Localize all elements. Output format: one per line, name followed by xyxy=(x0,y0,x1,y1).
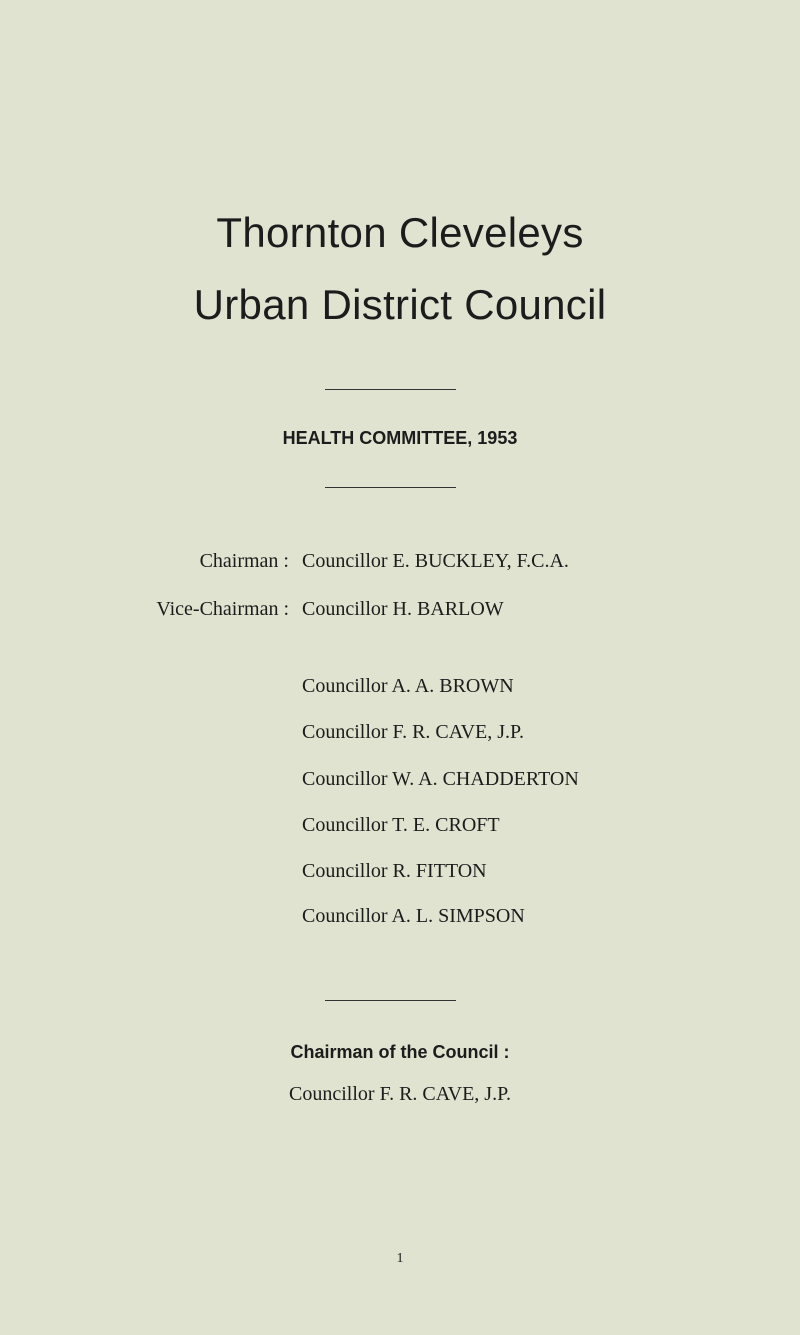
member-list-item: Councillor A. A. BROWN xyxy=(302,675,514,697)
council-chairman-heading: Chairman of the Council : xyxy=(290,1042,510,1062)
member-list-item: Councillor T. E. CROFT xyxy=(302,814,500,836)
chairman-name: Councillor E. BUCKLEY, F.C.A. xyxy=(302,550,569,572)
divider-rule xyxy=(325,389,456,390)
member-list-item: Councillor A. L. SIMPSON xyxy=(302,905,525,927)
page-number: 1 xyxy=(396,1251,404,1266)
member-list-item: Councillor W. A. CHADDERTON xyxy=(302,768,579,790)
vice-chairman-name: Councillor H. BARLOW xyxy=(302,598,504,620)
divider-rule xyxy=(325,1000,456,1001)
member-list-item: Councillor R. FITTON xyxy=(302,860,487,882)
member-list-item: Councillor F. R. CAVE, J.P. xyxy=(302,721,524,743)
committee-heading: HEALTH COMMITTEE, 1953 xyxy=(282,428,518,448)
council-title-line-2: Urban District Council xyxy=(193,281,607,328)
council-title-line-1: Thornton Cleveleys xyxy=(216,209,584,256)
council-chairman-name: Councillor F. R. CAVE, J.P. xyxy=(289,1083,511,1105)
divider-rule xyxy=(325,487,456,488)
chairman-role-label: Chairman : xyxy=(199,550,289,572)
vice-chairman-role-label: Vice-Chairman : xyxy=(156,598,289,620)
